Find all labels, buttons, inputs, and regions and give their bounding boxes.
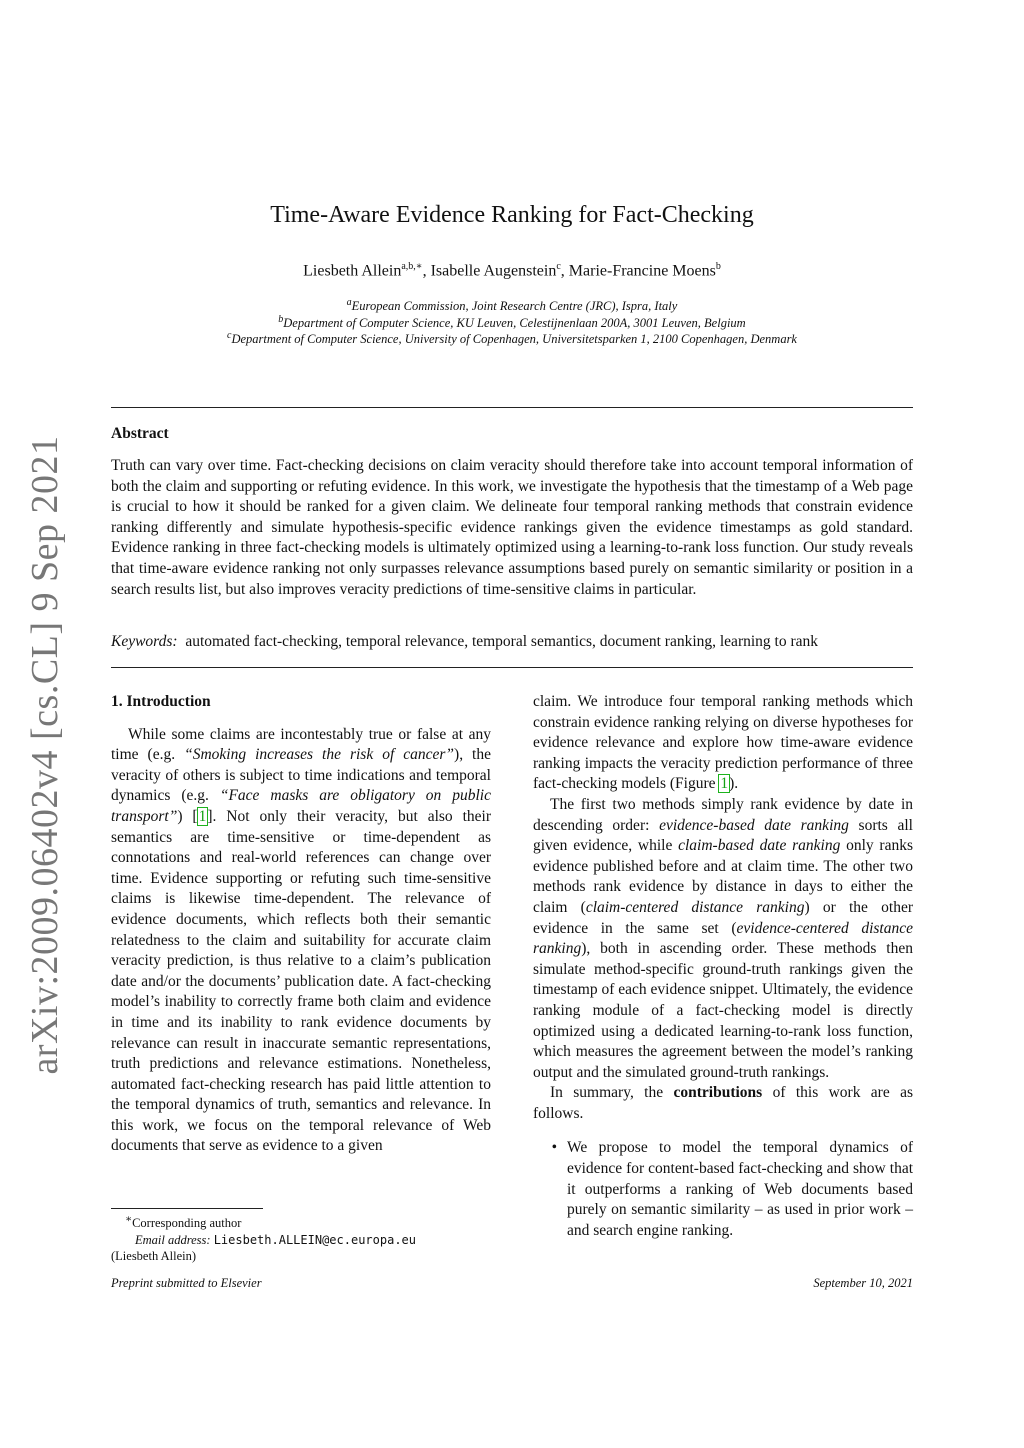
- footer-date: September 10, 2021: [813, 1276, 913, 1290]
- affiliation-mark: c: [227, 330, 232, 341]
- text-run: ), both in ascending order. These methods then simulate method-specific ground-truth rankings given the timestamp of each evidence snippet. Ultimately, the evidence ranking module of a fact-checking model is directly optimized using a dedicated learning-to-rank loss function, which measures the agreement between the model’s ranking output and the simulated ground-truth rankings.: [533, 940, 913, 1081]
- affiliation-text: Department of Computer Science, KU Leuven, Celestijnenlaan 200A, 3001 Leuven, Belgium: [283, 316, 746, 331]
- text-run: ).: [729, 775, 739, 793]
- affiliation: [112, 314, 912, 331]
- abstract-text: Truth can vary over time. Fact-checking decisions on claim veracity should therefore take into account temporal information of both the claim and supporting or refuting evidence. In this work, we investigate the hypothesis that the timestamp of a Web page is crucial to how it should be ranked for a given claim. We delineate four temporal ranking methods that constrain evidence ranking differently and simulate hypothesis-specific evidence rankings given the evidence timestamps as gold standard. Evidence ranking in three fact-checking models is ultimately optimized using a learning-to-rank loss function. Our study reveals that time-aware evidence ranking not only surpasses relevance assumptions based purely on semantic similarity or position in a search results list, but also improves veracity predictions of time-sensitive claims in particular.: [111, 457, 913, 598]
- text-run: only ranks evidence published before and at claim time. The other two methods rank evidence by distance in days to either the claim (: [533, 837, 913, 916]
- author-affil-mark: a,b,∗: [401, 261, 423, 272]
- author-affil-mark: c: [556, 261, 561, 272]
- arxiv-stamp: arXiv:2009.06402v4 [cs.CL] 9 Sep 2021: [24, 435, 66, 1075]
- keywords: [111, 632, 913, 652]
- text-run: sorts all given evidence, while: [533, 816, 913, 855]
- right-column: [533, 692, 913, 1241]
- text-run: In summary, the: [550, 1084, 674, 1102]
- section-heading-introduction: 1. Introduction: [111, 693, 211, 710]
- text-run: ) or the other evidence in the same set (: [533, 898, 913, 937]
- text-run: ) [: [177, 807, 198, 825]
- intro-paragraph-2: [533, 795, 913, 1083]
- intro-paragraph-3: [533, 1083, 913, 1124]
- keywords-text: automated fact-checking, temporal relevance, temporal semantics, document ranking, learning to rank: [185, 633, 819, 650]
- italic-phrase: evidence-centered distance ranking: [533, 919, 913, 958]
- author-name: Marie-Francine Moens: [568, 262, 716, 280]
- text-run: of this work are as follows.: [533, 1084, 913, 1122]
- citation-link[interactable]: 1: [720, 775, 729, 793]
- bold-phrase: contributions: [673, 1084, 763, 1102]
- footnote: [111, 1212, 491, 1265]
- author-name: Liesbeth Allein: [303, 262, 402, 280]
- intro-paragraph-1-continued: [533, 692, 913, 795]
- footnote-mark: ∗: [125, 1214, 133, 1225]
- italic-phrase: evidence-based date ranking: [659, 816, 849, 834]
- italic-phrase: “Face masks are obligatory on public transport”: [111, 787, 491, 825]
- contribution-bullet: [533, 1138, 913, 1241]
- intro-paragraph-1: [111, 725, 491, 1157]
- paper-title: Time-Aware Evidence Ranking for Fact-Checking: [270, 202, 754, 228]
- footnote-email[interactable]: Liesbeth.ALLEIN@ec.europa.eu: [213, 1232, 416, 1247]
- author-name: Isabelle Augenstein: [430, 262, 557, 280]
- italic-phrase: “Smoking increases the risk of cancer”: [184, 746, 455, 764]
- affiliation: [112, 330, 912, 347]
- footnote-email-line: [111, 1232, 491, 1249]
- contribution-bullet-text: We propose to model the temporal dynamics of evidence for content-based fact-checking and show that it outperforms a ranking of Web documents based purely on semantic similarity – as used in prior work – and search engine ranking.: [567, 1139, 913, 1239]
- citation-link[interactable]: 1: [198, 807, 207, 825]
- text-run: ), the veracity of others is subject to time indications and temporal dynamics (e.g.: [111, 746, 491, 805]
- bullet-marker: •: [551, 1139, 557, 1157]
- footnote-rule: [111, 1208, 263, 1209]
- author-affil-mark: b: [715, 261, 721, 272]
- author-list: [112, 261, 912, 280]
- footnote-corresponding-text: Corresponding author: [132, 1216, 242, 1231]
- text-run: ]. Not only their veracity, but also their semantics are time-sensitive or time-dependent as connotations and real-world references can change over time. Evidence supporting or refuting such time-sensitive claims is likewise time-dependent. The relevance of evidence documents, which reflects both their semantic relatedness to the claim and suitability for accurate claim veracity prediction, is thus relative to a claim’s publication date and/or the documents’ publication date. A fact-checking model’s inability to correctly frame both claim and evidence in time and its inability to rank evidence documents by relevance can result in inaccurate semantic representations, truth predictions and relevance estimations. Nonetheless, automated fact-checking research has paid little attention to the temporal dynamics of truth, semantics and relevance. In this work, we focus on the temporal relevance of Web documents that serve as evidence to a given: [111, 807, 491, 1155]
- author-separator: ,: [422, 262, 431, 280]
- footer-preprint: Preprint submitted to Elsevier: [111, 1276, 262, 1290]
- affiliation-text: European Commission, Joint Research Centre (JRC), Ispra, Italy: [351, 299, 678, 314]
- abstract-bottom-rule: [111, 667, 913, 668]
- abstract-top-rule: [111, 407, 913, 408]
- text-run: While some claims are incontestably true or false at any time (e.g.: [111, 725, 491, 764]
- left-column: [111, 692, 491, 1157]
- affiliation: [112, 297, 912, 314]
- affiliation-mark: a: [346, 297, 352, 308]
- footnote-email-label: Email address:: [135, 1232, 211, 1247]
- text-run: claim. We introduce four temporal ranking methods which constrain evidence ranking relying on diverse hypotheses for evidence relevance and explore how time-aware evidence ranking impacts the veracity prediction performance of three fact-checking models (Figure: [533, 693, 913, 793]
- footnote-email-owner: (Liesbeth Allein): [111, 1249, 197, 1264]
- affiliation-mark: b: [278, 314, 284, 325]
- italic-phrase: claim-based date ranking: [678, 837, 841, 855]
- italic-phrase: claim-centered distance ranking: [585, 898, 805, 916]
- footnote-corresponding: [111, 1212, 491, 1232]
- author-separator: ,: [560, 262, 569, 280]
- keywords-label: Keywords:: [111, 633, 178, 650]
- affiliation-text: Department of Computer Science, University of Copenhagen, Universitetsparken 1, 2100 Copenhagen, Denmark: [231, 332, 797, 347]
- text-run: The first two methods simply rank evidence by date in descending order:: [533, 795, 913, 834]
- abstract-heading: Abstract: [111, 425, 169, 442]
